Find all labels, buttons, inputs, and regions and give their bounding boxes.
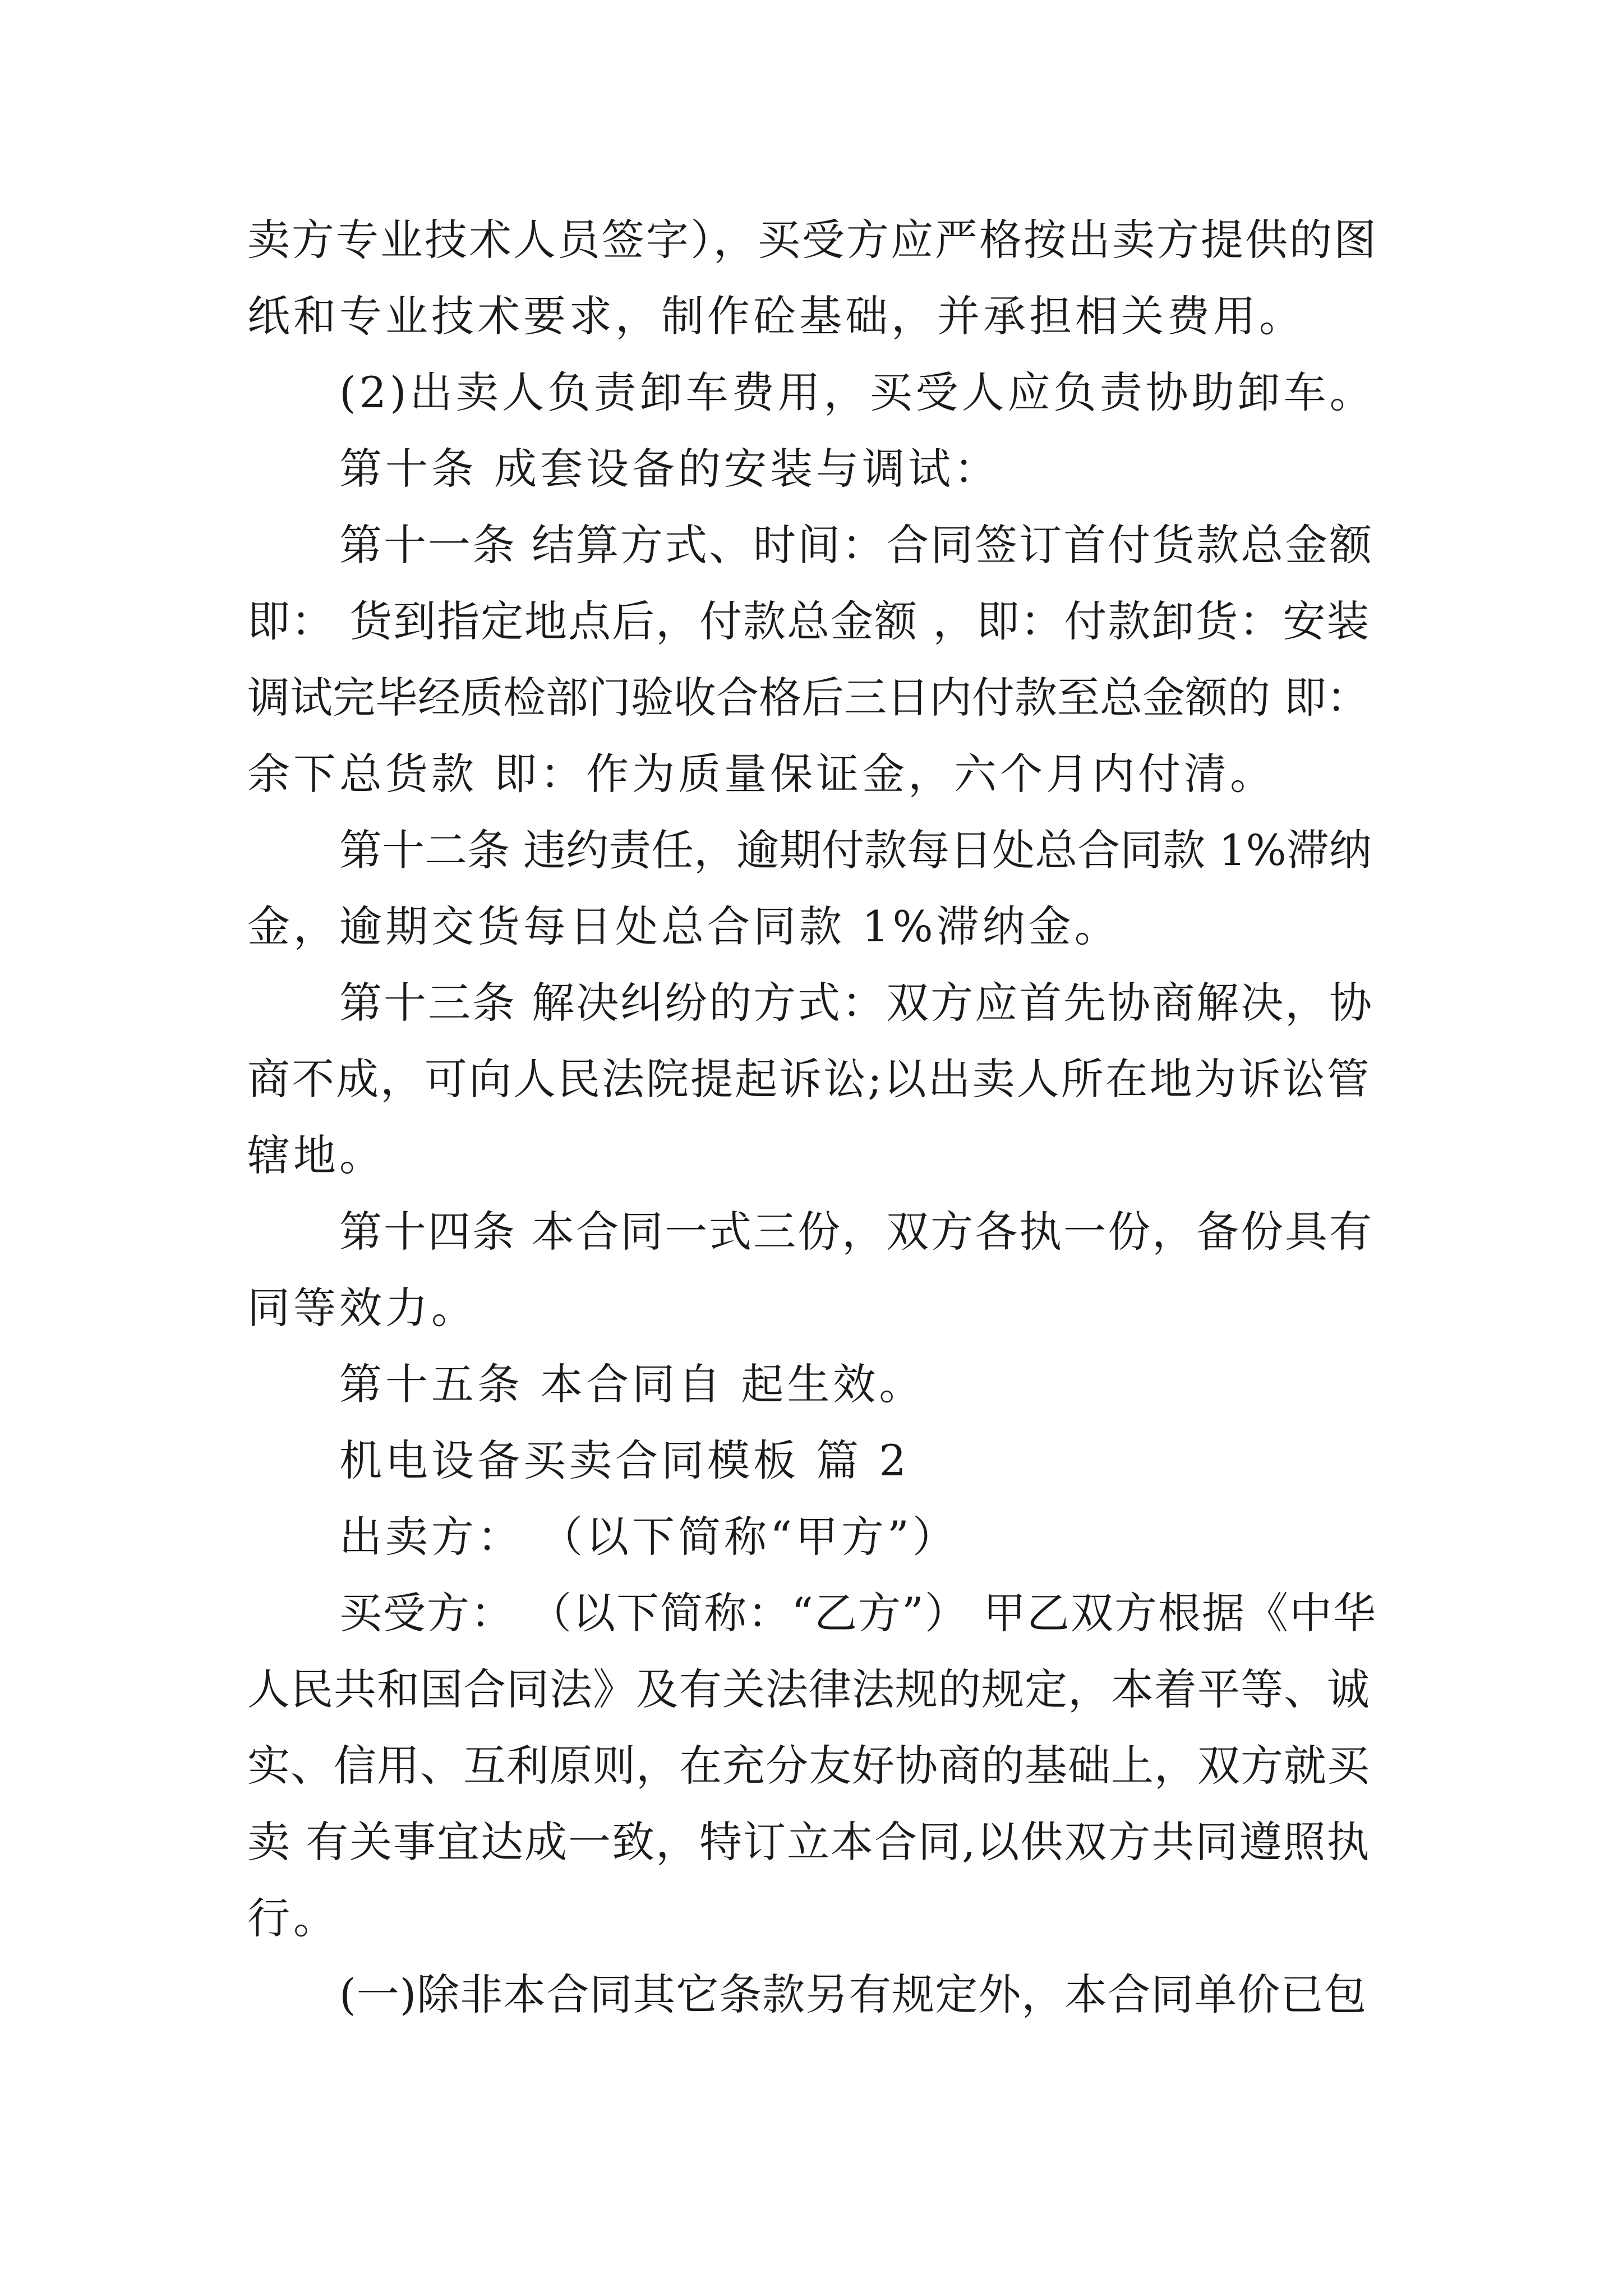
text-line: 卖 有关事宜达成一致，特订立本合同,以供双方共同遵照执 [247, 1817, 1371, 1867]
text-line: (一)除非本合同其它条款另有规定外，本合同单价已包 [339, 1970, 1367, 2019]
text-line: 第十三条 解决纠纷的方式：双方应首先协商解决，协 [339, 978, 1374, 1028]
text-line: 买受方： （以下简称：“乙方”） 甲乙双方根据《中华 [339, 1588, 1377, 1638]
text-line: (2)出卖人负责卸车费用，买受人应负责协助卸车。 [339, 367, 1376, 417]
text-line: 第十二条 违约责任，逾期付款每日处总合同款 1%滞纳 [339, 825, 1372, 875]
text-line: 行。 [247, 1893, 339, 1943]
document-body [247, 202, 1379, 2033]
text-line: 调试完毕经质检部门验收合格后三日内付款至总金额的 即： [247, 673, 1370, 723]
text-line: 余下总货款 即：作为质量保证金，六个月内付清。 [247, 749, 1276, 799]
text-line: 金，逾期交货每日处总合同款 1%滞纳金。 [247, 901, 1121, 951]
text-line: 出卖方： （以下简称“甲方”） [339, 1512, 958, 1562]
text-line: 第十五条 本合同自 起生效。 [339, 1359, 925, 1409]
text-line: 即： 货到指定地点后，付款总金额 ，即：付款卸货：安装 [247, 596, 1371, 646]
text-line: 辖地。 [247, 1130, 385, 1180]
text-line: 第十四条 本合同一式三份，双方各执一份，备份具有 [339, 1207, 1374, 1257]
text-line: 第十一条 结算方式、时间：合同签订首付货款总金额 [339, 520, 1374, 570]
text-line: 实、信用、互利原则，在充分友好协商的基础上，双方就买 [247, 1741, 1370, 1791]
text-line: 纸和专业技术要求，制作砼基础，并承担相关费用。 [247, 291, 1305, 341]
text-line: 卖方专业技术人员签字），买受方应严格按出卖方提供的图 [247, 215, 1378, 265]
text-line: 同等效力。 [247, 1283, 477, 1333]
text-line: 人民共和国合同法》及有关法律法规的规定，本着平等、诚 [247, 1664, 1370, 1714]
article-heading: 第十条 成套设备的安装与调试： [339, 444, 1000, 494]
section-title: 机电设备买卖合同模板 篇 2 [339, 1435, 910, 1485]
text-line: 商不成，可向人民法院提起诉讼;以出卖人所在地为诉讼管 [247, 1054, 1371, 1104]
